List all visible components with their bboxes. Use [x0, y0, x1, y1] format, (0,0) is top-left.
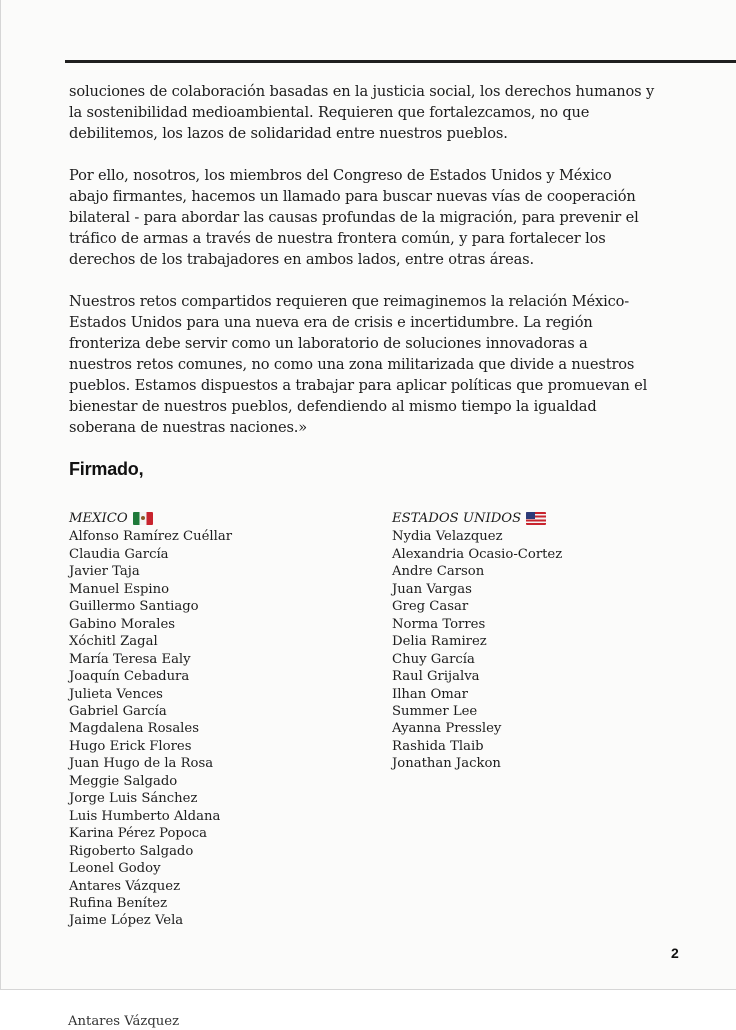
next-page-bleed-text: Antares Vázquez — [68, 1014, 180, 1029]
mexico-flag-icon — [133, 512, 153, 525]
signatory-name: Juan Hugo de la Rosa — [69, 756, 214, 772]
text-line: fronteriza debe servir como un laboratorio de soluciones innovadoras a — [69, 335, 588, 352]
text-line: soluciones de colaboración basadas en la justicia social, los derechos humanos y — [69, 83, 655, 100]
signatory-name: Hugo Erick Flores — [69, 738, 192, 754]
signatory-name: Xóchitl Zagal — [69, 634, 158, 650]
body-text — [69, 81, 669, 459]
signatory-name: Joaquín Cebadura — [69, 669, 190, 685]
signatory-name: Rashida Tlaib — [392, 738, 484, 754]
text-line: debilitemos, los lazos de solidaridad entre nuestros pueblos. — [69, 125, 508, 142]
signatory-name: Karina Pérez Popoca — [69, 826, 208, 842]
signatory-name: Julieta Vences — [69, 686, 163, 702]
signatory-name: Luis Humberto Aldana — [69, 808, 221, 824]
usa-heading-label: ESTADOS UNIDOS — [392, 511, 522, 526]
usa-flag-icon — [526, 512, 546, 525]
signatory-name: Ayanna Pressley — [392, 721, 502, 737]
mexico-names-list — [69, 528, 232, 929]
text-line: Estados Unidos para una nueva era de crisis e incertidumbre. La región — [69, 314, 593, 331]
usa-signatories — [392, 510, 562, 773]
signatory-name: Manuel Espino — [69, 581, 170, 597]
usa-names-list — [392, 528, 562, 772]
signatory-name: Guillermo Santiago — [69, 599, 199, 615]
paragraph — [69, 165, 669, 270]
text-line: soberana de nuestras naciones.» — [69, 419, 308, 436]
text-line: Nuestros retos compartidos requieren que reimaginemos la relación México- — [69, 293, 630, 310]
signatory-name: Ilhan Omar — [392, 686, 468, 702]
signatory-name: Nydia Velazquez — [392, 529, 503, 545]
signed-heading: Firmado, — [69, 459, 144, 479]
text-line: abajo firmantes, hacemos un llamado para buscar nuevas vías de cooperación — [69, 188, 636, 205]
signatory-name: Javier Taja — [69, 564, 140, 580]
signatory-name: Raul Grijalva — [392, 669, 480, 685]
signatory-name: Rufina Benítez — [69, 895, 168, 911]
signatory-name: Antares Vázquez — [69, 878, 181, 894]
text-line: la sostenibilidad medioambiental. Requieren que fortalezcamos, no que — [69, 104, 590, 121]
signatory-name: Gabino Morales — [69, 616, 176, 632]
signatory-name: Gabriel García — [69, 703, 167, 719]
mexico-heading — [69, 510, 232, 527]
signatory-name: Summer Lee — [392, 703, 478, 719]
top-rule-divider — [65, 60, 736, 63]
signatory-name: Andre Carson — [392, 564, 485, 580]
signatory-name: Jonathan Jackon — [392, 756, 501, 772]
signatory-name: Rigoberto Salgado — [69, 843, 194, 859]
text-line: nuestros retos comunes, no como una zona militarizada que divide a nuestros — [69, 356, 635, 373]
signatory-name: Juan Vargas — [392, 581, 472, 597]
text-line: bienestar de nuestros pueblos, defendiendo al mismo tiempo la igualdad — [69, 398, 597, 415]
signatory-name: María Teresa Ealy — [69, 651, 191, 667]
text-line: derechos de los trabajadores en ambos lados, entre otras áreas. — [69, 251, 534, 268]
signatory-name: Magdalena Rosales — [69, 721, 199, 737]
mexico-signatories — [69, 510, 232, 930]
signatory-name: Greg Casar — [392, 599, 469, 615]
mexico-heading-label: MEXICO — [69, 511, 128, 526]
text-line: Por ello, nosotros, los miembros del Congreso de Estados Unidos y México — [69, 167, 612, 184]
signatory-name: Meggie Salgado — [69, 773, 178, 789]
signatory-name: Jaime López Vela — [69, 913, 184, 929]
text-line: bilateral - para abordar las causas profundas de la migración, para prevenir el — [69, 209, 639, 226]
signatory-name: Delia Ramirez — [392, 634, 487, 650]
signatory-name: Chuy García — [392, 651, 475, 667]
text-line: tráfico de armas a través de nuestra frontera común, y para fortalecer los — [69, 230, 606, 247]
signatory-name: Claudia García — [69, 546, 169, 562]
signatory-name: Leonel Godoy — [69, 861, 161, 877]
signatory-name: Jorge Luis Sánchez — [69, 791, 198, 807]
signatory-name: Alexandria Ocasio-Cortez — [392, 546, 563, 562]
paragraph — [69, 291, 669, 438]
text-line: pueblos. Estamos dispuestos a trabajar para aplicar políticas que promuevan el — [69, 377, 648, 394]
usa-heading — [392, 510, 562, 527]
paragraph — [69, 81, 669, 144]
page-number: 2 — [671, 945, 679, 961]
signatory-name: Alfonso Ramírez Cuéllar — [69, 529, 233, 545]
signatory-name: Norma Torres — [392, 616, 486, 632]
